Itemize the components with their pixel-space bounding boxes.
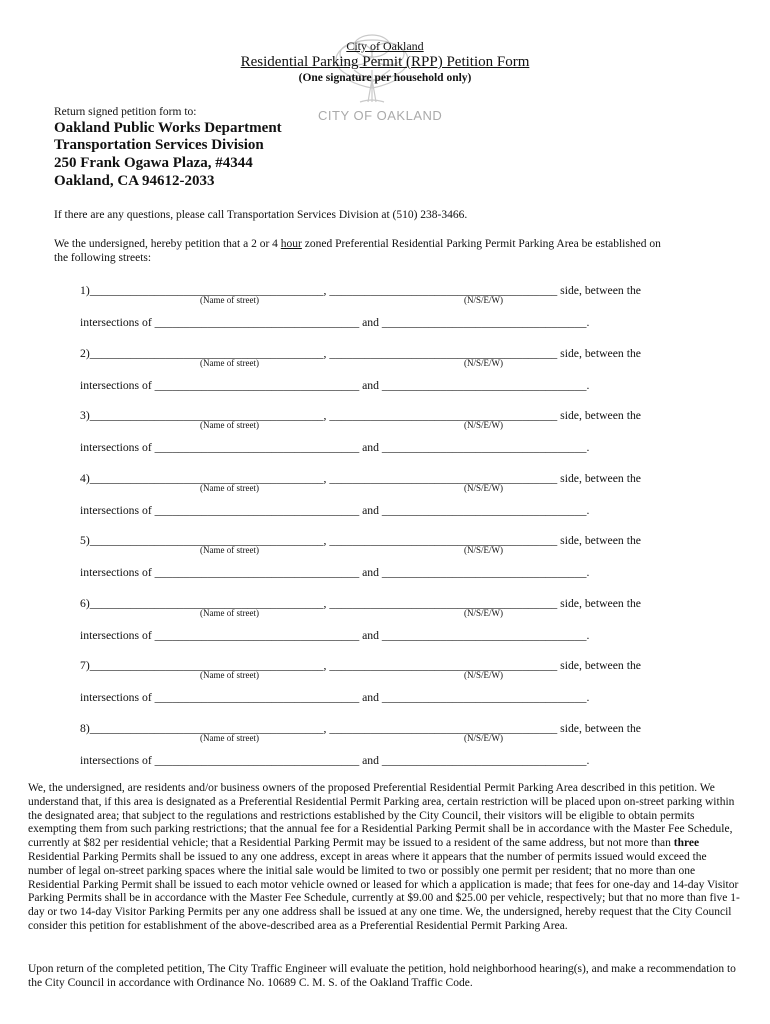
entry-number: 3) [80,409,90,422]
intersections-label: intersections of [80,754,152,767]
intersection-blank-1[interactable]: ___________________________________ [154,379,360,392]
entry-number: 5) [80,534,90,547]
entry-line [80,284,641,297]
intersections-line [80,566,589,579]
and-label: and [362,566,379,579]
entry-number: 6) [80,597,90,610]
period: . [586,441,590,454]
street-name-blank[interactable]: ________________________________________ [89,409,324,422]
nsew-note: (N/S/E/W) [464,483,503,493]
intersection-blank-2[interactable]: ___________________________________ [381,379,587,392]
period: . [586,379,590,392]
entry-line [80,472,641,485]
entry-comma: , [323,347,327,360]
and-label: and [362,754,379,767]
intersections-label: intersections of [80,691,152,704]
logo-caption: CITY OF OAKLAND [318,108,443,123]
intersections-label: intersections of [80,629,152,642]
questions-text: If there are any questions, please call Transportation Services Division at (510) 238-3466. [54,209,468,221]
period: . [586,566,590,579]
street-name-blank[interactable]: ________________________________________ [89,597,324,610]
street-name-blank[interactable]: ________________________________________ [89,347,324,360]
and-label: and [362,629,379,642]
nsew-note: (N/S/E/W) [464,295,503,305]
street-name-blank[interactable]: ________________________________________ [89,534,324,547]
side-between-label: side, between the [560,722,641,735]
address-line-3: 250 Frank Ogawa Plaza, #4344 [54,155,253,171]
name-of-street-note: (Name of street) [200,358,259,368]
side-blank[interactable]: _______________________________________ [329,284,558,297]
side-between-label: side, between the [560,472,641,485]
nsew-note: (N/S/E/W) [464,358,503,368]
intersections-line [80,316,589,329]
and-label: and [362,379,379,392]
intersection-blank-2[interactable]: ___________________________________ [381,441,587,454]
intersection-blank-2[interactable]: ___________________________________ [381,754,587,767]
entry-number: 8) [80,722,90,735]
form-subtitle: (One signature per household only) [298,72,472,84]
side-between-label: side, between the [560,284,641,297]
intersections-label: intersections of [80,504,152,517]
intersection-blank-1[interactable]: ___________________________________ [154,754,360,767]
street-name-blank[interactable]: ________________________________________ [89,284,324,297]
period: . [586,629,590,642]
nsew-note: (N/S/E/W) [464,420,503,430]
and-label: and [362,441,379,454]
side-blank[interactable]: _______________________________________ [329,534,558,547]
intersection-blank-1[interactable]: ___________________________________ [154,316,360,329]
entry-line [80,534,641,547]
header-city: City of Oakland [346,39,424,53]
intersections-line [80,379,589,392]
period: . [586,754,590,767]
address-line-2: Transportation Services Division [54,137,264,153]
name-of-street-note: (Name of street) [200,295,259,305]
period: . [586,316,590,329]
entry-number: 2) [80,347,90,360]
statement-after-bold: Residential Parking Permits shall be issued to any one address, except in areas where it appears that the number of permits issued would exceed the number of legal on-street parking spaces where the initial sale would be limited to two or possibly one permit per resident; that no more than one Residential Parking Permit shall be issued to each motor vehicle owned or leased for which a application is made; that fees for one-day and 14-day Visitor Parking Permits shall be in accordance with the Master Fee Schedule, currently at $9.00 and $25.00 per vehicle, respectively; but that no more than five 1-day or two 14-day Visitor Parking Permits per any one address shall be issued at any one time. We, the undersigned, hereby request that the City Council consider this petition for establishment of the above-described area as a Preferential Residential Permit Parking Area. [28,850,740,932]
entry-number: 1) [80,284,90,297]
form-title: Residential Parking Permit (RPP) Petition Form [240,54,530,70]
petition-intro-line2: the following streets: [54,252,152,264]
intersections-label: intersections of [80,441,152,454]
intersections-line [80,441,589,454]
name-of-street-note: (Name of street) [200,733,259,743]
entry-comma: , [323,284,327,297]
intersections-line [80,691,589,704]
side-between-label: side, between the [560,409,641,422]
nsew-note: (N/S/E/W) [464,608,503,618]
intersections-line [80,504,589,517]
intersection-blank-2[interactable]: ___________________________________ [381,504,587,517]
nsew-note: (N/S/E/W) [464,670,503,680]
entry-comma: , [323,659,327,672]
intersection-blank-1[interactable]: ___________________________________ [154,504,360,517]
entry-comma: , [323,597,327,610]
period: . [586,504,590,517]
side-blank[interactable]: _______________________________________ [329,472,558,485]
entry-line [80,409,641,422]
closing-paragraph: Upon return of the completed petition, The City Traffic Engineer will evaluate the petition, hold neighborhood hearing(s), and make a recommendation to the City Council in accordance with Ordinance No. 10689 C. M. S. of the Oakland Traffic Code. [28,963,736,989]
entry-line [80,597,641,610]
intersections-label: intersections of [80,316,152,329]
intersection-blank-1[interactable]: ___________________________________ [154,566,360,579]
statement-bold: three [673,837,700,850]
entry-comma: , [323,409,327,422]
statement-paragraph [28,782,744,934]
return-label: Return signed petition form to: [54,106,197,118]
entry-line [80,347,641,360]
address-line-4: Oakland, CA 94612-2033 [54,173,215,189]
intersections-line [80,629,589,642]
entry-number: 4) [80,472,90,485]
street-name-blank[interactable]: ________________________________________ [89,472,324,485]
name-of-street-note: (Name of street) [200,483,259,493]
intersection-blank-1[interactable]: ___________________________________ [154,691,360,704]
address-line-1: Oakland Public Works Department [54,120,282,136]
and-label: and [362,504,379,517]
side-between-label: side, between the [560,659,641,672]
entry-comma: , [323,722,327,735]
side-blank[interactable]: _______________________________________ [329,409,558,422]
side-blank[interactable]: _______________________________________ [329,659,558,672]
side-blank[interactable]: _______________________________________ [329,597,558,610]
name-of-street-note: (Name of street) [200,670,259,680]
intersections-label: intersections of [80,379,152,392]
intersections-line [80,754,589,767]
petition-intro [54,238,661,250]
period: . [586,691,590,704]
street-name-blank[interactable]: ________________________________________ [89,659,324,672]
entry-line [80,659,641,672]
statement-before-bold: We, the undersigned, are residents and/or business owners of the proposed Preferential Residential Permit Parking Area described in this petition. We understand that, if this area is designated as a Preferential Residential Permit Parking area, certain restriction will be placed upon on-street parking within the designated area; that subject to the regulations and restrictions established by the City Council, their visitors will be eligible to obtain permits exempting them from such parking restrictions; that the annual fee for a Residential Parking Permit shall be in accordance with the Master Fee Schedule, currently at $82 per residential vehicle; that a Residential Parking Permit may be issued to a resident of the same address, but not more than [28,782,735,850]
side-between-label: side, between the [560,534,641,547]
side-blank[interactable]: _______________________________________ [329,722,558,735]
side-blank[interactable]: _______________________________________ [329,347,558,360]
entry-comma: , [323,472,327,485]
petition-intro-part2: zoned Preferential Residential Parking Permit Parking Area be established on [301,238,661,250]
and-label: and [362,691,379,704]
and-label: and [362,316,379,329]
entry-number: 7) [80,659,90,672]
intersection-blank-2[interactable]: ___________________________________ [381,566,587,579]
entry-comma: , [323,534,327,547]
intersection-blank-1[interactable]: ___________________________________ [154,441,360,454]
side-between-label: side, between the [560,597,641,610]
petition-intro-hour: hour [280,238,302,250]
nsew-note: (N/S/E/W) [464,545,503,555]
intersection-blank-2[interactable]: ___________________________________ [381,316,587,329]
intersections-label: intersections of [80,566,152,579]
intersection-blank-1[interactable]: ___________________________________ [154,629,360,642]
intersection-blank-2[interactable]: ___________________________________ [381,629,587,642]
name-of-street-note: (Name of street) [200,420,259,430]
petition-intro-part1: We the undersigned, hereby petition that a 2 or 4 [54,238,281,250]
name-of-street-note: (Name of street) [200,545,259,555]
nsew-note: (N/S/E/W) [464,733,503,743]
entry-line [80,722,641,735]
intersection-blank-2[interactable]: ___________________________________ [381,691,587,704]
street-name-blank[interactable]: ________________________________________ [89,722,324,735]
side-between-label: side, between the [560,347,641,360]
name-of-street-note: (Name of street) [200,608,259,618]
